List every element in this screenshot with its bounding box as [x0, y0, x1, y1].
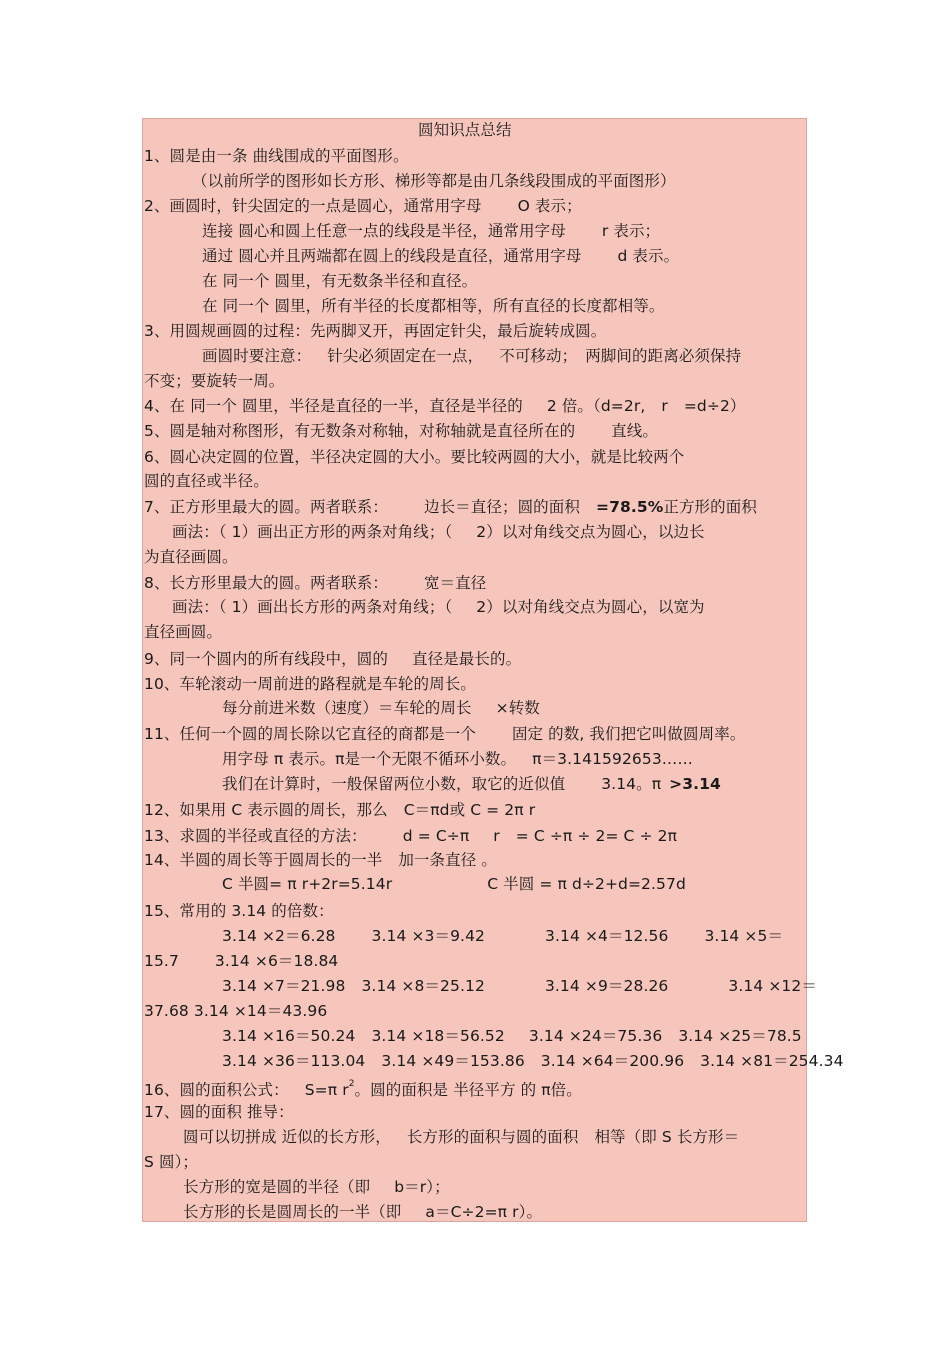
- text-line: 16、圆的面积公式： S=π $r^2$。圆的面积是 半径平方 的 π倍。: [144, 1079, 582, 1100]
- text-line: 画圆时要注意： 针尖必须固定在一点， 不可移动； 两脚间的距离必须保持: [202, 347, 742, 365]
- text-line: 7、正方形里最大的圆。两者联系： 边长＝直径；圆的面积 =78.5%正方形的面积: [144, 498, 757, 516]
- text-line: 15.7 3.14 ×6＝18.84: [144, 952, 339, 970]
- text-line: 4、在 同一个 圆里，半径是直径的一半，直径是半径的 2 倍。（d=2r, r =d÷2）: [144, 397, 746, 415]
- text-line: 3.14 ×36＝113.04 3.14 ×49＝153.86 3.14 ×64＝200.96 3.14 ×81＝254.34: [222, 1052, 844, 1070]
- text-line: 37.68 3.14 ×14＝43.96: [144, 1002, 328, 1020]
- text-line: 用字母 π 表示。π是一个无限不循环小数。 π＝3.141592653……: [222, 750, 693, 768]
- text-line: 直径画圆。: [144, 623, 223, 641]
- text-line: 1、圆是由一条 曲线围成的平面图形。: [144, 147, 409, 165]
- text-line: 10、车轮滚动一周前进的路程就是车轮的周长。: [144, 675, 476, 693]
- text-line: 13、求圆的半径或直径的方法： d = C÷π r = C ÷π ÷ 2= C ÷ 2π: [144, 827, 678, 845]
- text-line: 画法：（ 1）画出长方形的两条对角线；（ 2）以对角线交点为圆心，以宽为: [172, 598, 705, 616]
- text-line: 3.14 ×7＝21.98 3.14 ×8＝25.12 3.14 ×9＝28.26 3.14 ×12＝: [222, 977, 817, 995]
- page-title: 圆知识点总结: [418, 121, 512, 139]
- text-line: 长方形的宽是圆的半径（即 b＝r）；: [183, 1178, 450, 1196]
- text-line: S 圆）；: [144, 1153, 199, 1171]
- text-line: 17、圆的面积 推导：: [144, 1103, 294, 1121]
- text-line: 3.14 ×2＝6.28 3.14 ×3＝9.42 3.14 ×4＝12.56 3.14 ×5＝: [222, 927, 784, 945]
- text-line: 15、常用的 3.14 的倍数：: [144, 902, 334, 920]
- text-line: 在 同一个 圆里，有无数条半径和直径。: [202, 272, 478, 290]
- text-line: 8、长方形里最大的圆。两者联系： 宽＝直径: [144, 574, 487, 592]
- text-line: 14、半圆的周长等于圆周长的一半 加一条直径 。: [144, 851, 497, 869]
- text-line: 9、同一个圆内的所有线段中，圆的 直径是最长的。: [144, 650, 522, 668]
- text-line: 在 同一个 圆里，所有半径的长度都相等，所有直径的长度都相等。: [202, 297, 665, 315]
- text-line: 我们在计算时，一般保留两位小数，取它的近似值 3.14。π >3.14: [222, 775, 721, 793]
- text-line: 通过 圆心并且两端都在圆上的线段是直径，通常用字母 d 表示。: [202, 247, 680, 265]
- text-line: 3、用圆规画圆的过程：先两脚叉开，再固定针尖，最后旋转成圆。: [144, 322, 607, 340]
- text-line: 6、圆心决定圆的位置，半径决定圆的大小。要比较两圆的大小，就是比较两个: [144, 448, 685, 466]
- text-line: 长方形的长是圆周长的一半（即 a＝C÷2=π r）。: [183, 1203, 543, 1221]
- text-line: 3.14 ×16＝50.24 3.14 ×18＝56.52 3.14 ×24＝75.36 3.14 ×25＝78.5: [222, 1027, 802, 1045]
- text-line: 不变；要旋转一周。: [144, 372, 285, 390]
- text-line: 连接 圆心和圆上任意一点的线段是半径，通常用字母 r 表示；: [202, 222, 661, 240]
- text-line: 12、如果用 C 表示圆的周长，那么 C＝πd或 C = 2π r: [144, 801, 536, 819]
- text-line: C 半圆= π r+2r=5.14r C 半圆 = π d÷2+d=2.57d: [222, 875, 686, 893]
- text-line: 为直径画圆。: [144, 548, 238, 566]
- text-line: 画法：（ 1）画出正方形的两条对角线；（ 2）以对角线交点为圆心，以边长: [172, 523, 705, 541]
- text-line: 2、画圆时，针尖固定的一点是圆心，通常用字母 O 表示；: [144, 197, 582, 215]
- text-line: 5、圆是轴对称图形，有无数条对称轴，对称轴就是直径所在的 直线。: [144, 422, 658, 440]
- text-line: 圆可以切拼成 近似的长方形， 长方形的面积与圆的面积 相等（即 S 长方形＝: [183, 1128, 740, 1146]
- text-line: （以前所学的图形如长方形、梯形等都是由几条线段围成的平面图形）: [192, 172, 676, 190]
- text-line: 每分前进米数（速度）＝车轮的周长 ×转数: [222, 699, 540, 717]
- text-line: 11、任何一个圆的周长除以它直径的商都是一个 固定 的数, 我们把它叫做圆周率。: [144, 725, 746, 743]
- text-line: 圆的直径或半径。: [144, 472, 269, 490]
